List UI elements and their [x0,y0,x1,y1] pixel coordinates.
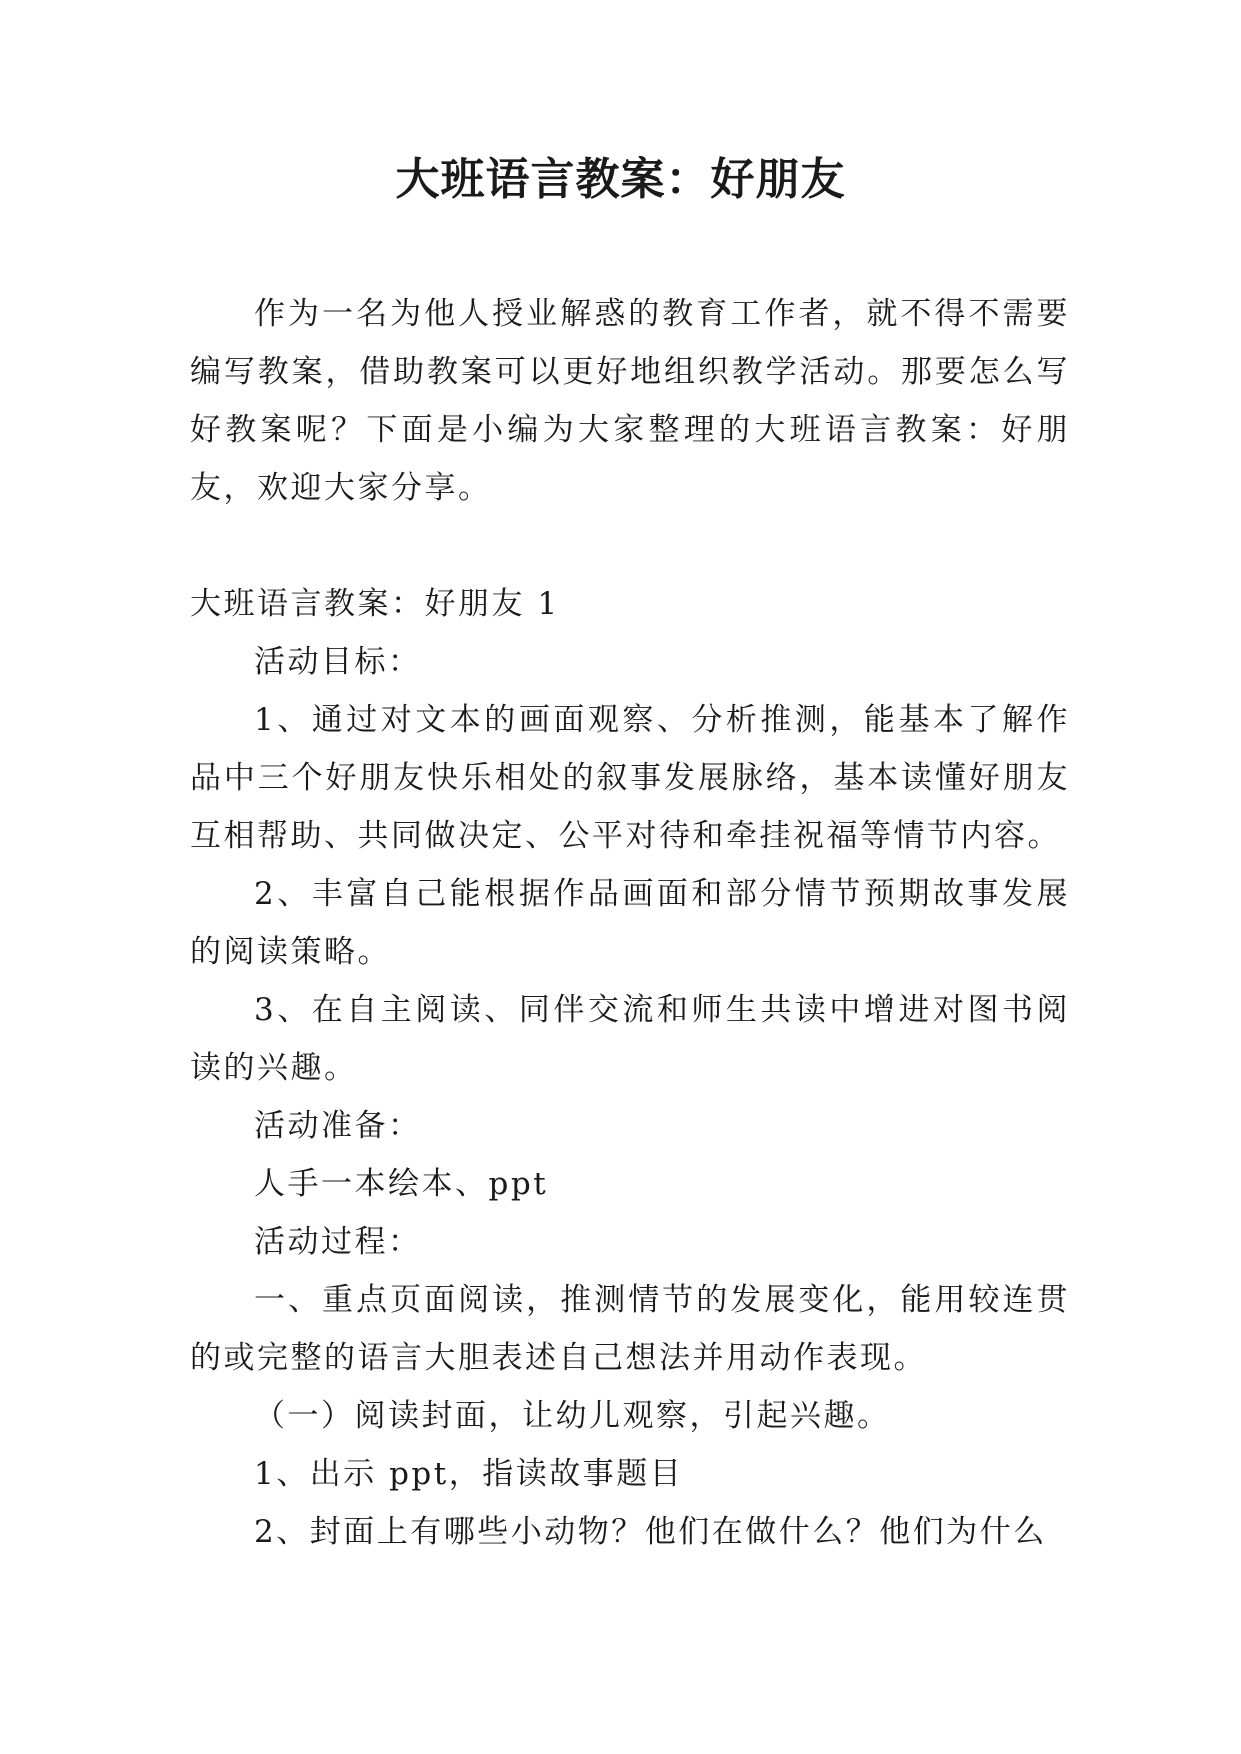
paragraph-preparation: 人手一本绘本、ppt [254,1166,549,1202]
paragraph-objective-1: 1、通过对文本的画面观察、分析推测，能基本了解作品中三个好朋友快乐相处的叙事发展脉络，基本读懂好朋友互相帮助、共同做决定、公平对待和牵挂祝福等情节内容。 [190,702,1070,854]
paragraph-process-step-1: 1、出示 ppt，指读故事题目 [254,1456,684,1492]
paragraph-preparation-label: 活动准备： [254,1108,422,1144]
paragraph-process-step-2: 2、封面上有哪些小动物？他们在做什么？他们为什么 [254,1514,1047,1550]
paragraph-process-1-a: （一）阅读封面，让幼儿观察，引起兴趣。 [254,1398,891,1434]
intro-paragraph: 作为一名为他人授业解惑的教育工作者，就不得不需要编写教案，借助教案可以更好地组织教学活动。那要怎么写好教案呢？下面是小编为大家整理的大班语言教案：好朋友，欢迎大家分享。 [190,296,1070,506]
paragraph-objective-2: 2、丰富自己能根据作品画面和部分情节预期故事发展的阅读策略。 [190,876,1070,970]
paragraph-objectives-label: 活动目标： [254,644,422,680]
paragraph-process-label: 活动过程： [254,1224,422,1260]
section-heading: 大班语言教案：好朋友 1 [190,586,560,622]
paragraph-process-1: 一、重点页面阅读，推测情节的发展变化，能用较连贯的或完整的语言大胆表述自己想法并用动作表现。 [190,1282,1070,1376]
document-title: 大班语言教案：好朋友 [395,154,846,205]
paragraph-objective-3: 3、在自主阅读、同伴交流和师生共读中增进对图书阅读的兴趣。 [190,992,1070,1086]
document-body [190,285,1070,1561]
